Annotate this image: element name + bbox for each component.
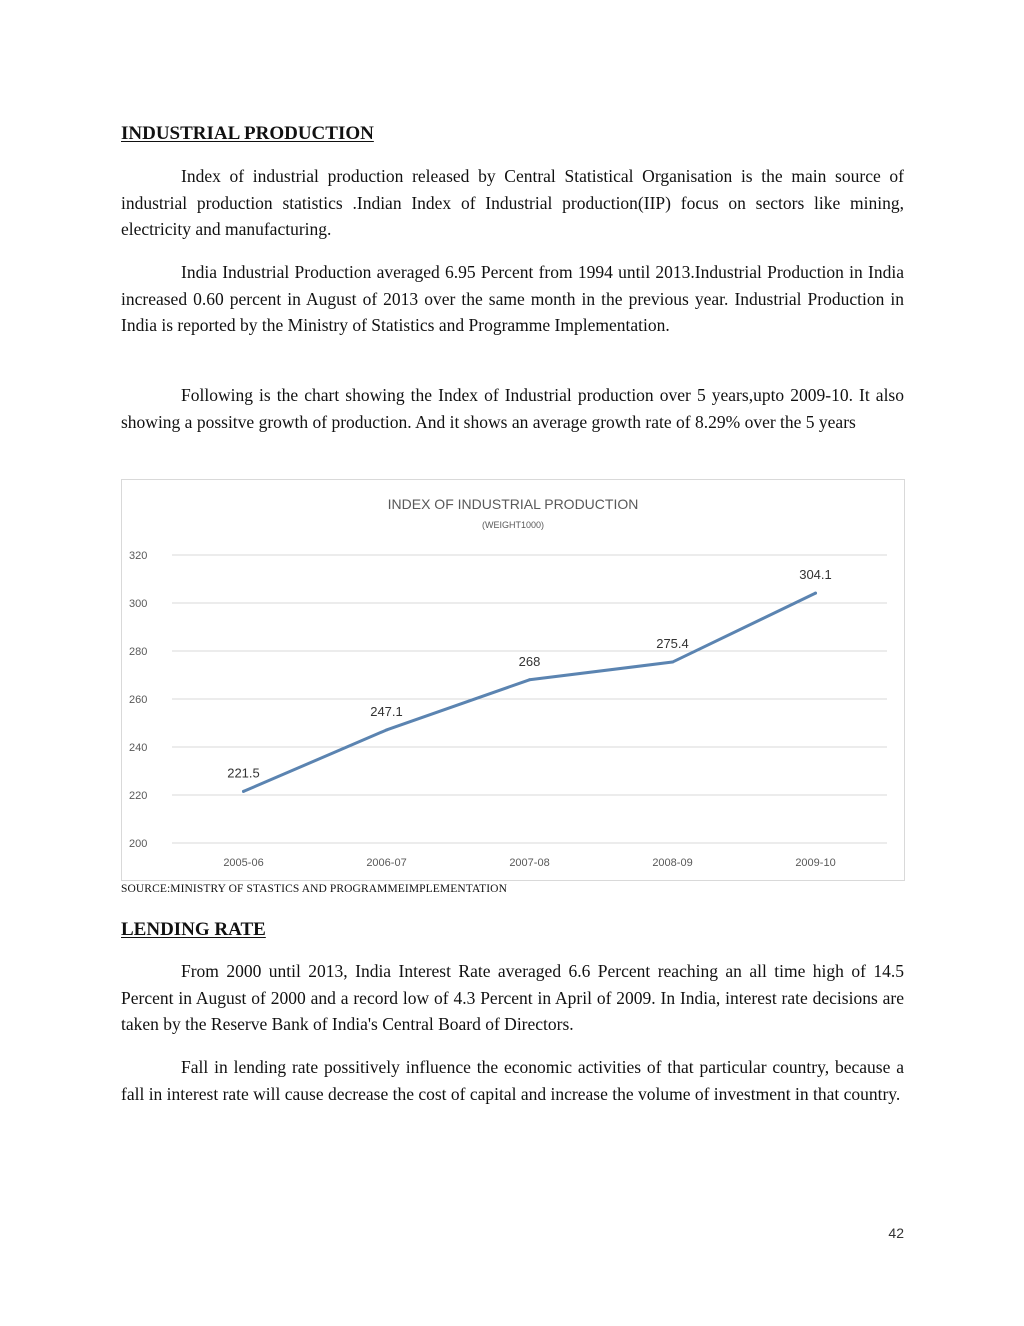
y-tick-label: 240 — [129, 742, 148, 754]
data-point — [814, 592, 817, 595]
paragraph-lending-rate-effect: Fall in lending rate possitively influence the economic activities of that particular country, because a fall in interest rate will cause decrease the cost of capital and increase the volume of investment in that country. — [121, 1057, 904, 1104]
data-label: 247.1 — [370, 703, 403, 719]
data-label: 304.1 — [799, 567, 832, 583]
chart-subtitle: (WEIGHT1000) — [481, 520, 544, 530]
data-point — [242, 790, 245, 793]
paragraph-iip-chart-intro: Following is the chart showing the Index of Industrial production over 5 years,upto 2009-10. It also showing a possitve growth of production. And it shows an average growth rate of 8.29% over the 5 years — [121, 385, 904, 432]
paragraph-iip-average: India Industrial Production averaged 6.95 Percent from 1994 until 2013.Industrial Production in India increased 0.60 percent in August of 2013 over the same month in the previous year. Industrial Production in India is reported by the Ministry of Statistics and Programme Implementation. — [121, 262, 904, 335]
y-tick-label: 220 — [129, 790, 148, 802]
section-heading-lending-rate: LENDING RATE — [121, 919, 266, 940]
series-line — [244, 593, 816, 791]
chart-plot-area — [122, 480, 904, 880]
chart-title: INDEX OF INDUSTRIAL PRODUCTION — [387, 496, 639, 512]
x-tick-label: 2007-08 — [509, 857, 550, 869]
page-number: 42 — [888, 1225, 904, 1241]
data-point — [671, 661, 674, 664]
data-point — [528, 678, 531, 681]
x-tick-label: 2006-07 — [366, 857, 407, 869]
section-heading-industrial-production: INDUSTRIAL PRODUCTION — [121, 123, 374, 144]
y-tick-label: 320 — [129, 550, 148, 562]
x-tick-label: 2008-09 — [652, 857, 693, 869]
document-page — [121, 0, 904, 1326]
paragraph-interest-rate-history: From 2000 until 2013, India Interest Rate averaged 6.6 Percent reaching an all time high of 14.5 Percent in August of 2000 and a record low of 4.3 Percent in April of 2009. In India, interest rate decisions are taken by the Reserve Bank of India's Central Board of Directors. — [121, 961, 904, 1034]
y-tick-label: 200 — [129, 838, 148, 850]
iip-line-chart — [121, 479, 905, 881]
chart-source-note: SOURCE:MINISTRY OF STASTICS AND PROGRAMMEIMPLEMENTATION — [121, 883, 507, 895]
paragraph-iip-intro: Index of industrial production released by Central Statistical Organisation is the main source of industrial production statistics .Indian Index of Industrial production(IIP) focus on sectors like mining, electricity and manufacturing. — [121, 166, 904, 239]
x-tick-label: 2005-06 — [223, 857, 264, 869]
data-label: 221.5 — [227, 765, 260, 781]
data-label: 268 — [518, 653, 541, 669]
data-label: 275.4 — [656, 636, 689, 652]
x-tick-label: 2009-10 — [795, 857, 836, 869]
y-tick-label: 280 — [129, 646, 148, 658]
data-point — [385, 728, 388, 731]
y-tick-label: 260 — [129, 694, 148, 706]
y-tick-label: 300 — [129, 598, 148, 610]
